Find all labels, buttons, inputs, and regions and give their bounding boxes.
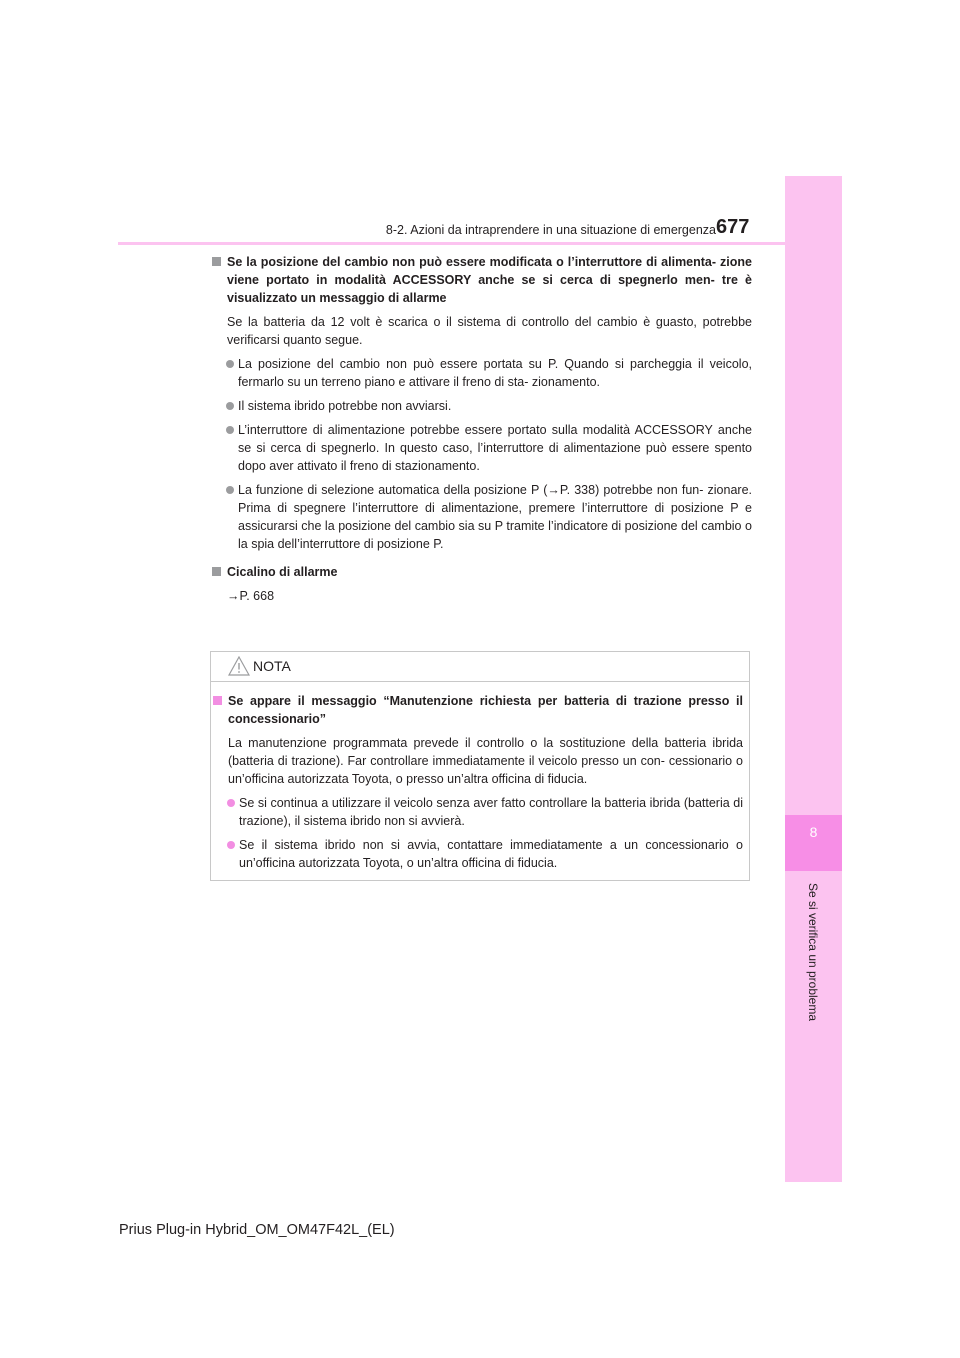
nota-heading-text: Se appare il messaggio “Manutenzione richiesta per batteria di trazione presso il concessionario” — [228, 694, 743, 726]
section-intro: Se la batteria da 12 volt è scarica o il sistema di controllo del cambio è guasto, potrebbe verificarsi quanto segue. — [227, 315, 752, 347]
square-bullet-icon — [213, 696, 222, 705]
chapter-title: Se si verifica un problema — [806, 882, 820, 1022]
list-item-text: L’interruttore di alimentazione potrebbe essere portato sulla modalità ACCESSORY anche se si cerca di spegnerlo. In questo caso, l’interruttore di alimentazione può essere spento dopo aver attivato il freno di stazionamento. — [238, 423, 752, 473]
header-section-title: 8-2. Azioni da intraprendere in una situazione di emergenza — [385, 223, 716, 237]
circle-bullet-icon — [226, 360, 234, 368]
circle-bullet-icon — [227, 799, 235, 807]
section-heading — [212, 563, 752, 581]
nota-body: La manutenzione programmata prevede il controllo o la sostituzione della batteria ibrida (batteria di trazione). Far controllare immediatamente il veicolo presso un con- cessionario o un’officina autorizzata Toyota, o presso un’altra officina di fiducia. — [228, 736, 743, 786]
square-bullet-icon — [212, 257, 221, 266]
list-item — [213, 794, 743, 830]
nota-content — [213, 692, 743, 872]
list-item-text: Se si continua a utilizzare il veicolo senza aver fatto controllare la batteria ibrida (batteria di trazione), il sistema ibrido non si avvierà. — [239, 796, 743, 828]
warning-icon — [228, 656, 250, 676]
circle-bullet-icon — [226, 486, 234, 494]
chapter-number: 8 — [809, 824, 818, 840]
list-item — [212, 481, 752, 553]
chapter-sidebar — [785, 176, 842, 1182]
list-item — [212, 421, 752, 475]
footer-document-id: Prius Plug-in Hybrid_OM_OM47F42L_(EL) — [119, 1222, 395, 1238]
nota-box — [210, 651, 750, 881]
circle-bullet-icon — [226, 426, 234, 434]
header-rule — [118, 242, 842, 245]
list-item — [213, 836, 743, 872]
circle-bullet-icon — [227, 841, 235, 849]
list-item — [212, 355, 752, 391]
nota-header — [211, 652, 749, 682]
square-bullet-icon — [212, 567, 221, 576]
list-item — [212, 397, 752, 415]
page-number: 677 — [716, 216, 750, 238]
nota-label: NOTA — [253, 658, 291, 674]
circle-bullet-icon — [226, 402, 234, 410]
section-heading-text: Cicalino di allarme — [227, 565, 338, 579]
list-item-text: Se il sistema ibrido non si avvia, contattare immediatamente a un concessionario o un’officina autorizzata Toyota, o un’altra officina di fiducia. — [239, 838, 743, 870]
section-heading — [212, 253, 752, 307]
main-content — [212, 253, 752, 605]
nota-heading — [213, 692, 743, 728]
list-item-text: La posizione del cambio non può essere portata su P. Quando si parcheggia il veicolo, fermarlo su un terreno piano e attivare il freno di sta- zionamento. — [238, 357, 752, 389]
page-reference: →P. 668 — [227, 589, 275, 603]
list-item-text: Il sistema ibrido potrebbe non avviarsi. — [238, 399, 452, 413]
list-item-text: La funzione di selezione automatica della posizione P (→P. 338) potrebbe non fun- zionare. Prima di spegnere l’interruttore di alimentazione, premere l’interruttore di posizione P e assicurarsi che la posizione del cambio sia su P tramite l’indicatore di posizione del cambio o la spia dell’interruttore di posizione P. — [238, 483, 752, 551]
section-heading-text: Se la posizione del cambio non può essere modificata o l’interruttore di alimenta- zione viene portato in modalità ACCESSORY anche se si cerca di spegnerlo men- tre è visualizzato un messaggio di allarme — [227, 255, 752, 305]
